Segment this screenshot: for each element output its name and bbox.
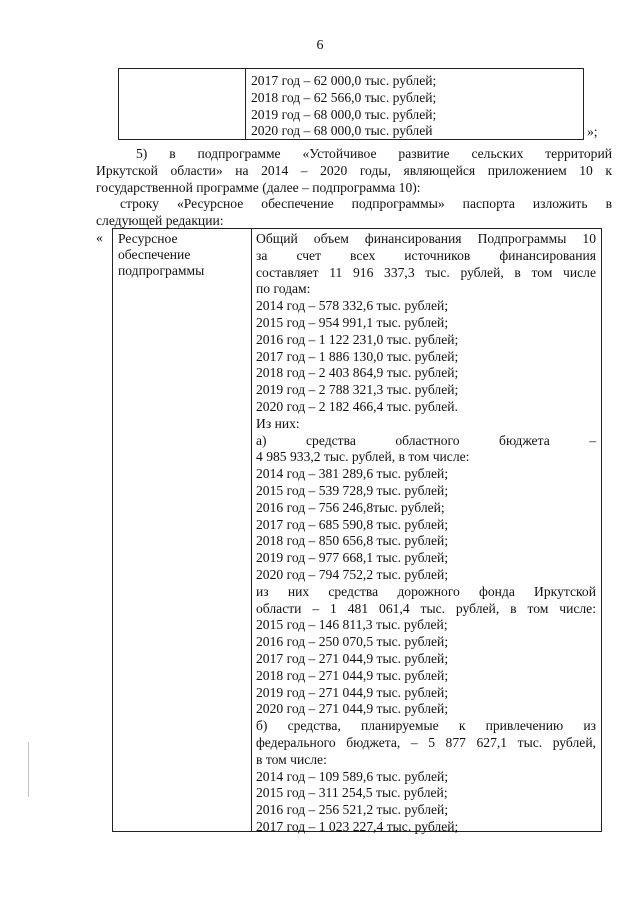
- funding-line: 2016 год – 756 246,8тыс. рублей;: [256, 499, 445, 515]
- funding-line: в том числе:: [256, 751, 327, 767]
- funding-line: 2018 год – 271 044,9 тыс. рублей;: [256, 667, 449, 683]
- funding-line: из них средства дорожного фонда Иркутской: [256, 583, 596, 599]
- paragraph-line: Иркутской области» на 2014 – 2020 годы, являющейся приложением 10 к: [96, 162, 612, 178]
- funding-line: 2019 год – 2 788 321,3 тыс. рублей;: [256, 382, 459, 398]
- funding-line: по годам:: [256, 281, 311, 297]
- continuation-funding-lines: [251, 73, 436, 140]
- paragraph-line: следующей редакции:: [96, 212, 224, 228]
- row-label: Ресурсное обеспечение подпрограммы: [118, 231, 205, 278]
- funding-line: 2020 год – 271 044,9 тыс. рублей;: [256, 701, 449, 717]
- funding-line: б) средства, планируемые к привлечению из: [256, 718, 596, 734]
- funding-line: 2017 год – 685 590,8 тыс. рублей;: [256, 516, 449, 532]
- funding-line: а) средства областного бюджета –: [256, 432, 596, 448]
- funding-line: 2016 год – 1 122 231,0 тыс. рублей;: [256, 331, 459, 347]
- paragraph-line: строку «Ресурсное обеспечение подпрограммы» паспорта изложить в: [120, 196, 612, 211]
- funding-line: 2014 год – 381 289,6 тыс. рублей;: [256, 466, 449, 482]
- funding-line: 2017 год – 62 000,0 тыс. рублей;: [251, 73, 437, 88]
- continuation-table: [118, 68, 584, 140]
- funding-line: Общий объем финансирования Подпрограммы 10: [256, 231, 596, 246]
- funding-line: за счет всех источников финансирования: [256, 247, 596, 263]
- funding-line: 2019 год – 68 000,0 тыс. рублей;: [251, 106, 437, 122]
- funding-line: 2017 год – 1 023 227,4 тыс. рублей;: [256, 818, 459, 834]
- table-column-divider: [251, 229, 252, 831]
- paragraph-line: государственной программе (далее – подпрограмма 10):: [96, 179, 421, 195]
- funding-line: 2014 год – 578 332,6 тыс. рублей;: [256, 298, 449, 314]
- funding-details: [256, 231, 596, 836]
- funding-line: 2017 год – 271 044,9 тыс. рублей;: [256, 650, 449, 666]
- funding-line: 2015 год – 954 991,1 тыс. рублей;: [256, 314, 449, 330]
- amendment-paragraph: [96, 146, 612, 196]
- funding-line: 2015 год – 539 728,9 тыс. рублей;: [256, 482, 449, 498]
- funding-line: 2014 год – 109 589,6 тыс. рублей;: [256, 768, 449, 784]
- funding-line: 2020 год – 794 752,2 тыс. рублей;: [256, 566, 449, 582]
- opening-quote: «: [96, 230, 103, 245]
- funding-line: 2018 год – 850 656,8 тыс. рублей;: [256, 533, 449, 549]
- funding-line: 2019 год – 977 668,1 тыс. рублей;: [256, 550, 449, 566]
- funding-line: Из них:: [256, 415, 300, 431]
- paragraph-line: 5) в подпрограмме «Устойчивое развитие сельских территорий: [136, 146, 612, 161]
- funding-line: 2016 год – 256 521,2 тыс. рублей;: [256, 802, 449, 818]
- funding-line: федерального бюджета, – 5 877 627,1 тыс. рублей,: [256, 734, 596, 750]
- instruction-paragraph: [96, 196, 612, 230]
- funding-line: 2020 год – 2 182 466,4 тыс. рублей.: [256, 398, 458, 414]
- funding-line: 2015 год – 311 254,5 тыс. рублей;: [256, 785, 448, 801]
- funding-line: 2020 год – 68 000,0 тыс. рублей: [251, 123, 433, 139]
- scan-artifact: [28, 742, 29, 797]
- funding-line: 2015 год – 146 811,3 тыс. рублей;: [256, 617, 448, 633]
- funding-line: 2018 год – 2 403 864,9 тыс. рублей;: [256, 365, 459, 381]
- page-number: 6: [316, 38, 324, 53]
- funding-line: 2018 год – 62 566,0 тыс. рублей;: [251, 89, 437, 105]
- funding-line: 2016 год – 250 070,5 тыс. рублей;: [256, 634, 449, 650]
- funding-line: 2017 год – 1 886 130,0 тыс. рублей;: [256, 348, 459, 364]
- table-column-divider: [245, 69, 246, 139]
- funding-line: составляет 11 916 337,3 тыс. рублей, в том числе: [256, 264, 596, 280]
- funding-line: 2019 год – 271 044,9 тыс. рублей;: [256, 684, 449, 700]
- funding-line: области – 1 481 061,4 тыс. рублей, в том числе:: [256, 600, 596, 616]
- resource-table: [112, 228, 602, 832]
- closing-quote: »;: [587, 124, 598, 139]
- funding-line: 4 985 933,2 тыс. рублей, в том числе:: [256, 449, 470, 465]
